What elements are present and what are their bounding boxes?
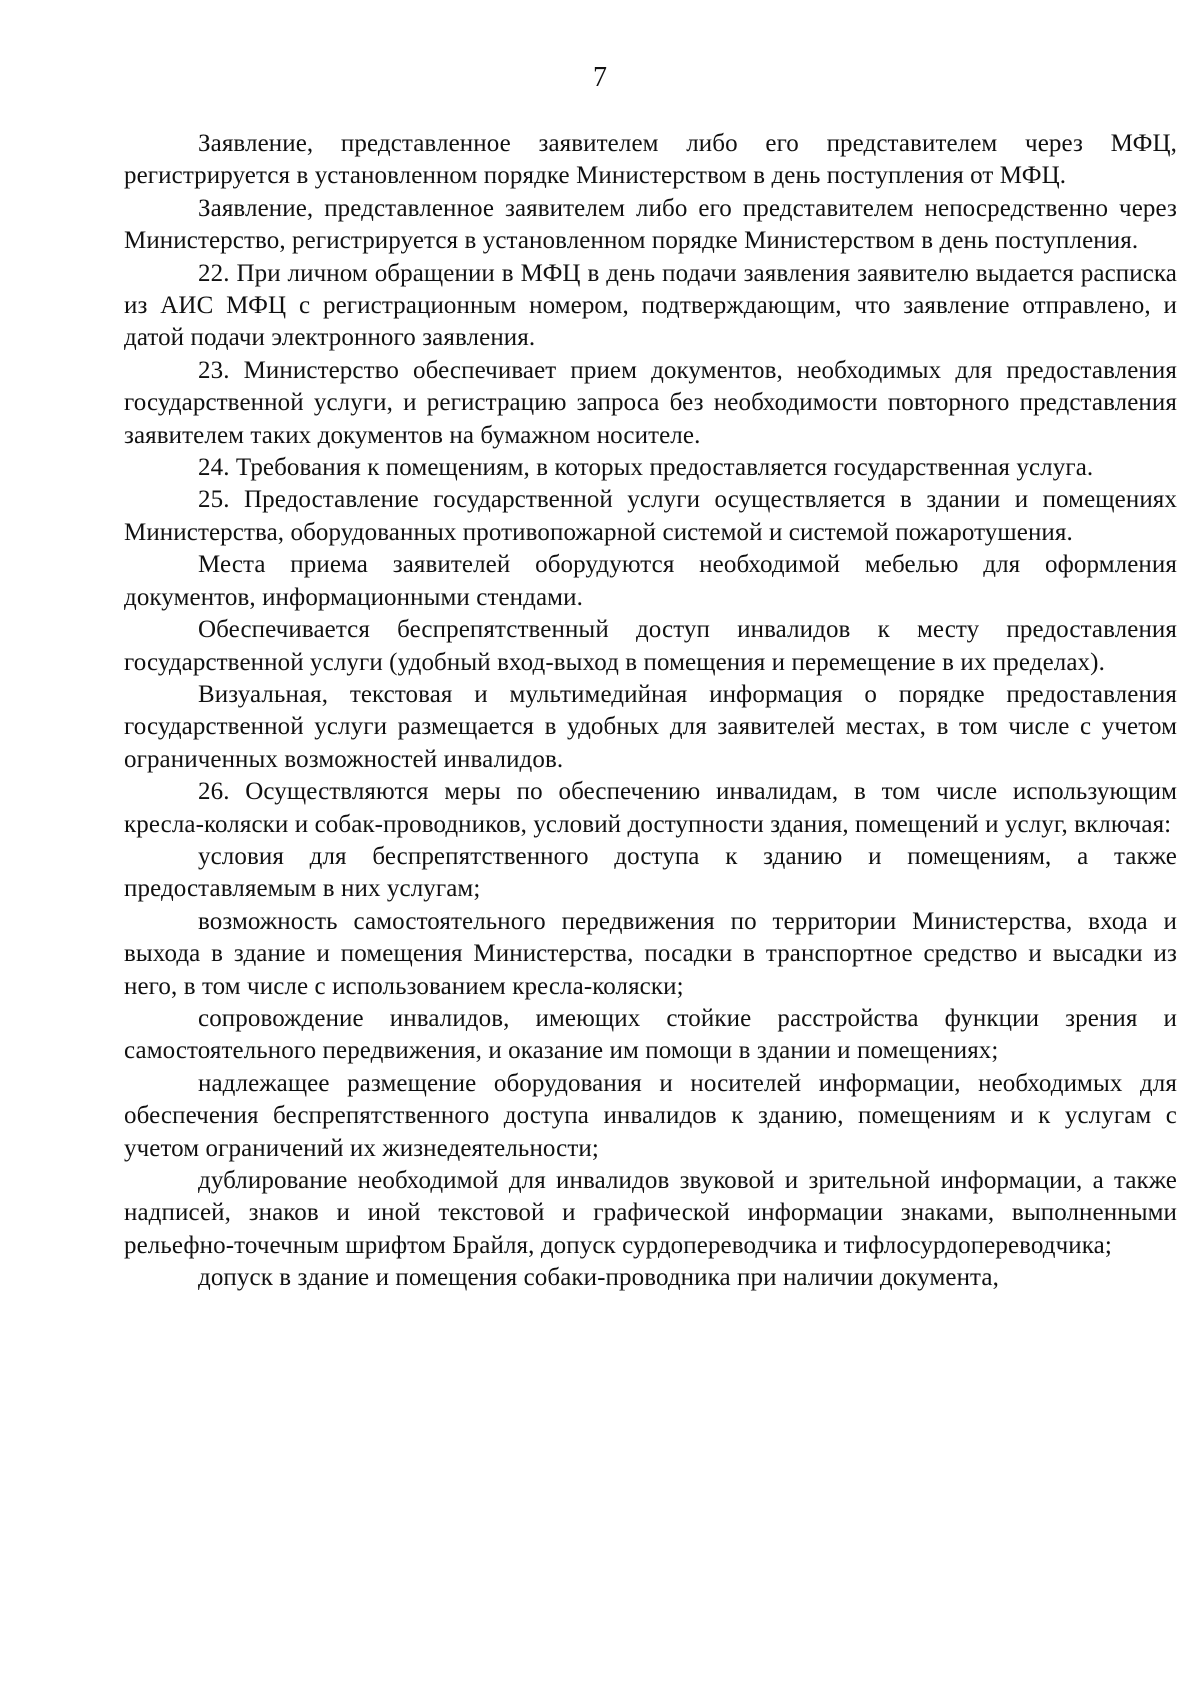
page-number: 7 bbox=[593, 62, 607, 93]
paragraph-26: 26. Осуществляются меры по обеспечению инвалидам, в том числе использующим кресла-коляски и собак-проводников, условий доступности здания, помещений и услуг, включая: bbox=[124, 778, 1177, 838]
list-item-access-conditions: условия для беспрепятственного доступа к зданию и помещениям, а также предоставляемым в них услугам; bbox=[124, 842, 1177, 903]
paragraph-accessibility: Обеспечивается беспрепятственный доступ инвалидов к месту предоставления государственной услуги (удобный вход-выход в помещения и перемещение в их пределах). bbox=[124, 616, 1177, 676]
paragraph-25: 25. Предоставление государственной услуги осуществляется в здании и помещениях Министерства, оборудованных противопожарной системой и системой пожаротушения. bbox=[124, 486, 1177, 546]
paragraph-22: 22. При личном обращении в МФЦ в день подачи заявления заявителю выдается расписка из АИС МФЦ с регистрационным номером, подтверждающим, что заявление отправлено, и датой подачи электронного заявления. bbox=[124, 259, 1177, 352]
list-item-guide-dog: допуск в здание и помещения собаки-проводника при наличии документа, bbox=[198, 1264, 999, 1292]
list-item-movement: возможность самостоятельного передвижения по территории Министерства, входа и выхода в здание и помещения Министерства, посадки в транспортное средство и высадки из него, в том числе с использованием кресла-коляски; bbox=[124, 907, 1177, 1000]
paragraph-ministry-registration: Заявление, представленное заявителем либо его представителем непосредственно через Министерство, регистрируется в установленном порядке Министерством в день поступления. bbox=[124, 194, 1177, 255]
paragraph-reception-places: Места приема заявителей оборудуются необходимой мебелью для оформления документов, информационными стендами. bbox=[124, 551, 1177, 611]
list-item-duplication: дублирование необходимой для инвалидов звуковой и зрительной информации, а также надписей, знаков и иной текстовой и графической информации знаками, выполненными рельефно-точечным шрифтом Брайля, допуск сурдопереводчика и тифлосурдопереводчика; bbox=[124, 1167, 1177, 1259]
paragraph-23: 23. Министерство обеспечивает прием документов, необходимых для предоставления государственной услуги, и регистрацию запроса без необходимости повторного представления заявителем таких документов на бумажном носителе. bbox=[124, 356, 1177, 449]
paragraph-visual-information: Визуальная, текстовая и мультимедийная информация о порядке предоставления государственной услуги размещается в удобных для заявителей местах, в том числе с учетом ограниченных возможностей инвалидов. bbox=[124, 680, 1177, 773]
paragraph-24: 24. Требования к помещениям, в которых предоставляется государственная услуга. bbox=[198, 454, 1094, 482]
list-item-equipment-placement: надлежащее размещение оборудования и носителей информации, необходимых для обеспечения беспрепятственного доступа инвалидов к зданию, помещениям и к услугам с учетом ограничений их жизнедеятельности; bbox=[124, 1069, 1177, 1162]
paragraph-mfc-registration: Заявление, представленное заявителем либо его представителем через МФЦ, регистрируется в установленном порядке Министерством в день поступления от МФЦ. bbox=[124, 130, 1177, 190]
list-item-accompaniment: сопровождение инвалидов, имеющих стойкие расстройства функции зрения и самостоятельного передвижения, и оказание им помощи в здании и помещениях; bbox=[124, 1004, 1177, 1065]
document-body bbox=[124, 128, 1177, 1295]
